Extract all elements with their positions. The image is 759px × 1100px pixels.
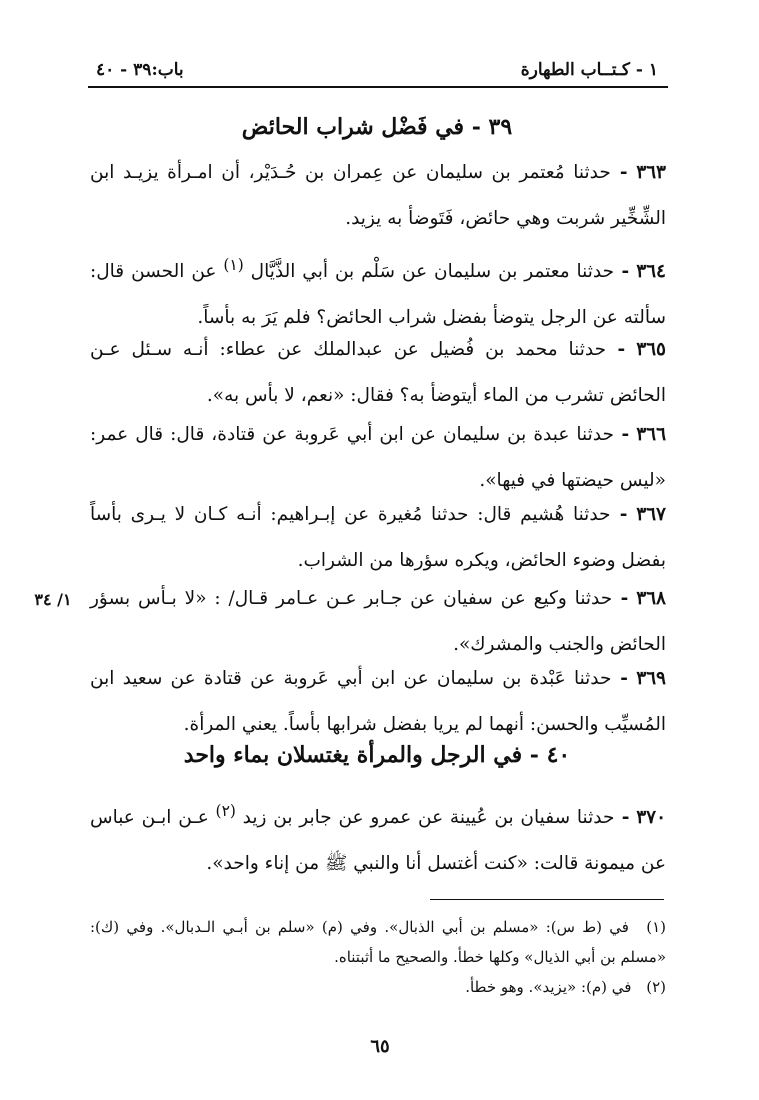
chapter-title: في فَضْل شراب الحائض	[241, 114, 465, 140]
hadith-number: ٣٦٦	[636, 424, 667, 445]
dash: -	[611, 668, 628, 689]
dash: -	[606, 339, 626, 360]
footnote-rule	[430, 899, 664, 900]
hadith-text: حدثنا هُشيم قال: حدثنا مُغيرة عن إبـراهيم: أنـه كـان لا يـرى بأساً بفضل وضوء الحائض، ويكره سؤرها من الشراب.	[90, 504, 666, 571]
chapter-number: ٤٠	[546, 742, 571, 768]
hadith-text-continued: عن الحسن قال: سألته عن الرجل يتوضأ بفضل شراب الحائض؟ فلم يَرَ به بأساً.	[90, 261, 666, 329]
dash: -	[610, 504, 628, 525]
hadith-number: ٣٦٧	[636, 504, 666, 525]
hadith-number: ٣٦٨	[636, 588, 666, 609]
hadith-number: ٣٦٣	[636, 162, 666, 183]
dash: -	[464, 114, 481, 140]
dash: -	[612, 588, 629, 609]
chapter-heading-39	[90, 114, 664, 140]
header-rule	[88, 86, 668, 88]
hadith-number: ٣٦٤	[636, 261, 666, 283]
dash: -	[613, 424, 630, 445]
hadith-text: حدثنا عبدة بن سليمان عن ابن أبي عَروبة عن قتادة، قال: قال عمر: «ليس حيضتها في فيها».	[90, 424, 666, 491]
footnote-text: في (ط س): «مسلم بن أبي الذبال». وفي (م) «سلم بن أبـي الـدبال». وفي (ك): «مسلم بن أبي الذيال» وكلها خطأ. والصحيح ما أثبتناه.	[90, 918, 666, 966]
hadith-text: حدثنا مُعتمر بن سليمان عن عِمران بن حُـدَيْر، أن امـرأة يزيـد ابن الشِّخِّير شربت وهي حائض، فَتَوضأ به يزيد.	[90, 162, 666, 229]
footnote-ref[interactable]: (٢)	[215, 802, 236, 820]
hadith-text: حدثنا وكيع عن سفيان عن جـابر عـن عـامر قـال/ : «لا بـأس بسؤر الحائض والجنب والمشرك».	[90, 588, 666, 655]
dash: -	[614, 807, 630, 829]
hadith-363	[90, 150, 666, 242]
dash: -	[614, 261, 630, 283]
hadith-text: حدثنا معتمر بن سليمان عن سَلْم بن أبي الذَّيَّال	[250, 261, 615, 283]
dash: -	[522, 742, 539, 768]
footnote-1	[90, 912, 666, 972]
margin-page-reference: ١/ ٣٤	[34, 590, 72, 609]
hadith-text: حدثنا سفيان بن عُيينة عن عمرو عن جابر بن زيد	[242, 807, 615, 829]
hadith-368	[90, 576, 666, 668]
chapter-number: ٣٩	[488, 114, 513, 140]
footnote-number: (١)	[646, 918, 666, 936]
hadith-370	[90, 788, 666, 887]
hadith-369	[90, 656, 666, 748]
chapters-range: باب:٣٩ - ٤٠	[96, 60, 184, 80]
hadith-text-continued: عـن ابـن عباس عن ميمونة قالت: «كنت أغتسل أنا والنبي ﷺ من إناء واحد».	[90, 807, 666, 875]
hadith-366	[90, 412, 666, 504]
page-number: ٦٥	[370, 1036, 390, 1057]
footnote-text: في (م): «يزيد». وهو خطأ.	[465, 978, 632, 996]
hadith-number: ٣٦٩	[636, 668, 666, 689]
running-header	[90, 58, 664, 88]
footnote-ref[interactable]: (١)	[223, 256, 244, 274]
footnote-number: (٢)	[646, 978, 666, 996]
hadith-365	[90, 327, 666, 419]
hadith-number: ٣٦٥	[636, 339, 666, 360]
book-title: ١ - كـتــاب الطهارة	[520, 60, 658, 80]
dash: -	[610, 162, 628, 183]
hadith-text: حدثنا محمد بن فُضيل عن عبدالملك عن عطاء: أنـه سـئل عـن الحائض تشرب من الماء أيتوضأ به؟ فقال: «نعم، لا بأس به».	[90, 339, 666, 406]
chapter-heading-40	[90, 742, 664, 768]
hadith-text: حدثنا عَبْدة بن سليمان عن ابن أبي عَروبة عن قتادة عن سعيد ابن المُسيِّب والحسن: أنهما لم يريا بفضل شرابها بأساً. يعني المرأة.	[90, 668, 666, 735]
footnote-2	[90, 972, 666, 1002]
footnotes	[90, 912, 666, 1002]
chapter-title: في الرجل والمرأة يغتسلان بماء واحد	[183, 742, 523, 768]
hadith-367	[90, 492, 666, 584]
hadith-number: ٣٧٠	[636, 807, 667, 829]
